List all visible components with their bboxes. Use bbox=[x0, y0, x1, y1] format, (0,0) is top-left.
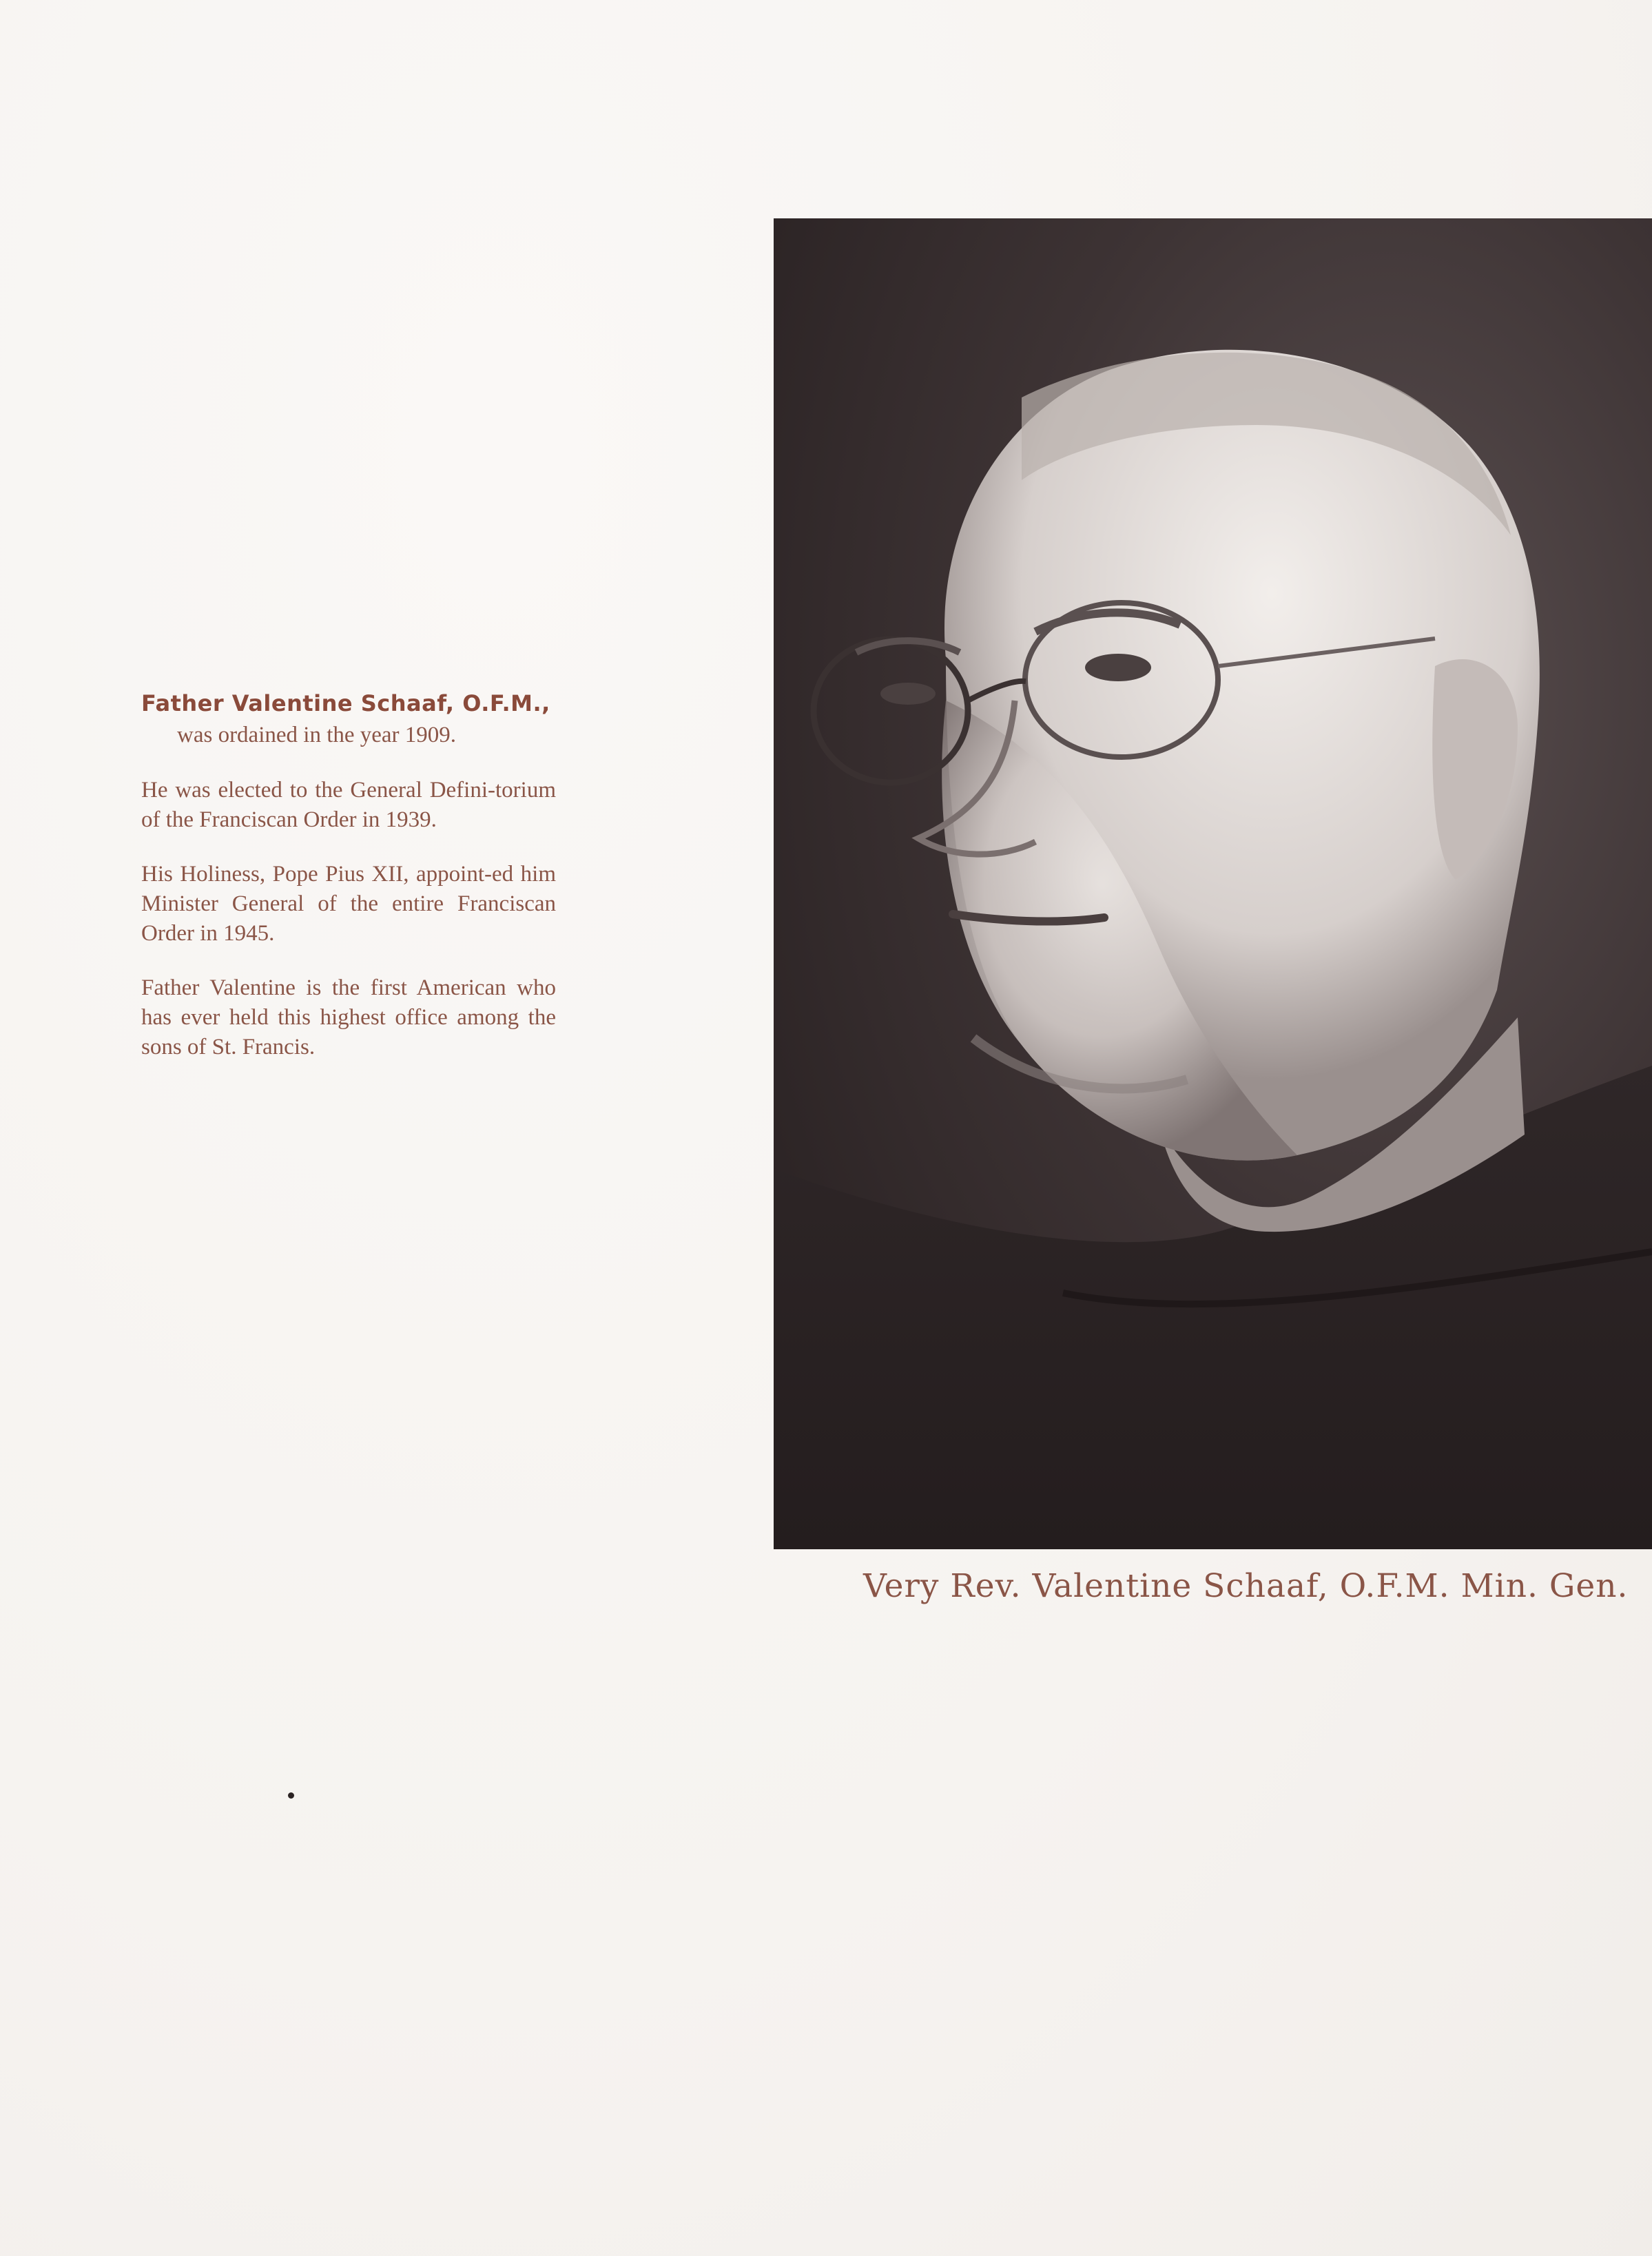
portrait-photo bbox=[774, 218, 1652, 1549]
right-eye bbox=[1085, 654, 1151, 681]
bio-paragraph-appointment: His Holiness, Pope Pius XII, appoint-ed him Minister General of the entire Franciscan Order in 1945. bbox=[141, 862, 556, 946]
photo-caption: Very Rev. Valentine Schaaf, O.F.M. Min. Gen. bbox=[863, 1567, 1629, 1605]
bio-ordained: was ordained in the year 1909. bbox=[177, 723, 457, 747]
bio-paragraph-definitorium: He was elected to the General Defini-torium of the Franciscan Order in 1939. bbox=[141, 778, 556, 832]
portrait-illustration bbox=[774, 218, 1652, 1549]
page-speck bbox=[288, 1792, 294, 1799]
bio-text-block bbox=[141, 687, 556, 1062]
left-eye bbox=[880, 683, 936, 705]
bio-paragraph-first-american: Father Valentine is the first American who has ever held this highest office among the sons of St. Francis. bbox=[141, 975, 556, 1059]
bio-name: Father Valentine Schaaf, O.F.M., bbox=[141, 690, 550, 716]
